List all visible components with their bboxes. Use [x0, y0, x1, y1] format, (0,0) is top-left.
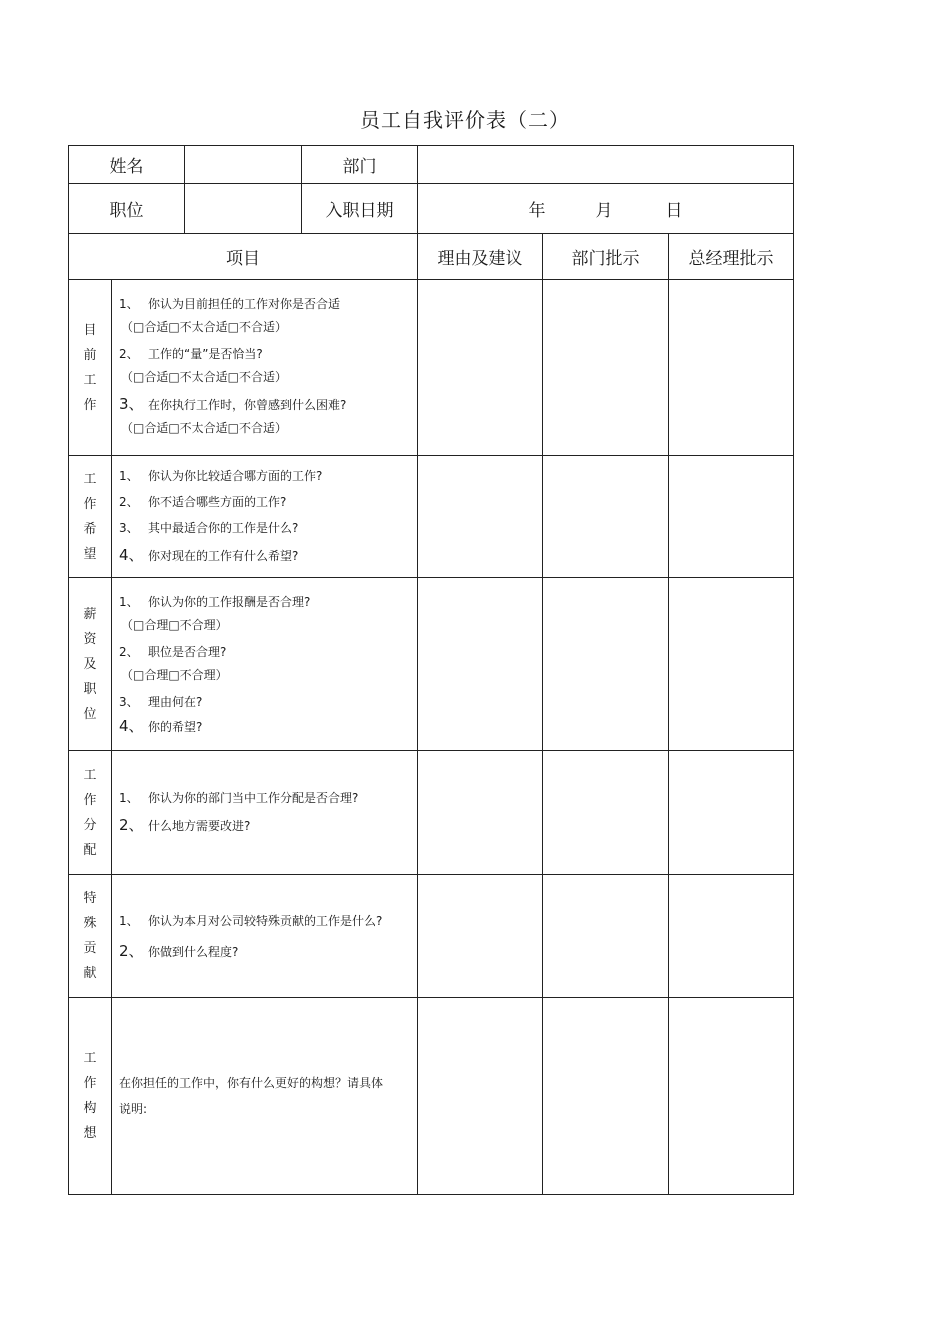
hire-date-field[interactable]: [418, 184, 794, 234]
section-current-work: [69, 280, 794, 456]
day-label: 日: [665, 201, 683, 221]
section-salary-position: [69, 578, 794, 751]
reason-field[interactable]: [418, 751, 543, 875]
position-label: 职位: [69, 184, 185, 234]
checkbox-options[interactable]: （□合适□不太合适□不合适）: [121, 421, 288, 435]
form-title: 员工自我评价表（二）: [360, 108, 570, 132]
department-field[interactable]: [418, 146, 794, 184]
category-label: 工 作 构 想: [69, 998, 112, 1195]
dept-approval-field[interactable]: [543, 998, 669, 1195]
checkbox-options[interactable]: （□合适□不太合适□不合适）: [121, 370, 288, 384]
dept-approval-field[interactable]: [543, 751, 669, 875]
name-field[interactable]: [185, 146, 302, 184]
reason-field[interactable]: [418, 456, 543, 578]
position-field[interactable]: [185, 184, 302, 234]
checkbox-options[interactable]: （□合理□不合理）: [121, 617, 228, 632]
gm-approval-field[interactable]: [669, 751, 794, 875]
questions-cell: 1、 你认为你比较适合哪方面的工作? 2、 你不适合哪些方面的工作? 3、 其中最适合你的工作是什么? 4、 你对现在的工作有什么希望?: [112, 456, 418, 578]
gm-approval-field[interactable]: [669, 578, 794, 751]
checkbox-options[interactable]: （□合适□不太合适□不合适）: [121, 320, 288, 334]
name-label: 姓名: [69, 146, 185, 184]
gm-approval-column-header: 总经理批示: [669, 234, 794, 280]
year-label: 年: [528, 201, 546, 221]
gm-approval-field[interactable]: [669, 875, 794, 998]
dept-approval-field[interactable]: [543, 875, 669, 998]
reason-field[interactable]: [418, 578, 543, 751]
category-label: 薪 资 及 职 位: [69, 578, 112, 751]
hire-date-label: 入职日期: [302, 184, 418, 234]
questions-cell: 1、 你认为本月对公司较特殊贡献的工作是什么? 2、 你做到什么程度?: [112, 875, 418, 998]
reason-field[interactable]: [418, 280, 543, 456]
section-work-allocation: [69, 751, 794, 875]
month-label: 月: [595, 201, 613, 221]
self-evaluation-table: [68, 145, 794, 1195]
department-label: 部门: [302, 146, 418, 184]
dept-approval-column-header: 部门批示: [543, 234, 669, 280]
questions-cell: 1、 你认为目前担任的工作对你是否合适 （□合适□不太合适□不合适） 2、 工作的“量”是否恰当? （□合适□不太合适□不合适） 3、 在你执行工作时，你曾感到什么困难? （□合适□不太合适□不合适）: [112, 280, 418, 456]
checkbox-options[interactable]: （□合理□不合理）: [121, 667, 228, 682]
reason-field[interactable]: [418, 875, 543, 998]
category-label: 特 殊 贡 献: [69, 875, 112, 998]
reason-field[interactable]: [418, 998, 543, 1195]
dept-approval-field[interactable]: [543, 456, 669, 578]
reason-column-header: 理由及建议: [418, 234, 543, 280]
ideas-prompt: 在你担任的工作中，你有什么更好的构想？请具体说明:: [112, 998, 418, 1195]
gm-approval-field[interactable]: [669, 456, 794, 578]
questions-cell: 1、 你认为你的部门当中工作分配是否合理? 2、 什么地方需要改进?: [112, 751, 418, 875]
section-work-ideas: [69, 998, 794, 1195]
dept-approval-field[interactable]: [543, 578, 669, 751]
section-special-contribution: [69, 875, 794, 998]
dept-approval-field[interactable]: [543, 280, 669, 456]
section-work-expectation: [69, 456, 794, 578]
item-column-header: 项目: [69, 234, 418, 280]
category-label: 工 作 希 望: [69, 456, 112, 578]
category-label: 工 作 分 配: [69, 751, 112, 875]
gm-approval-field[interactable]: [669, 280, 794, 456]
category-label: 目 前 工 作: [69, 280, 112, 456]
gm-approval-field[interactable]: [669, 998, 794, 1195]
questions-cell: 1、 你认为你的工作报酬是否合理? （□合理□不合理） 2、 职位是否合理? （□合理□不合理） 3、 理由何在? 4、 你的希望?: [112, 578, 418, 751]
